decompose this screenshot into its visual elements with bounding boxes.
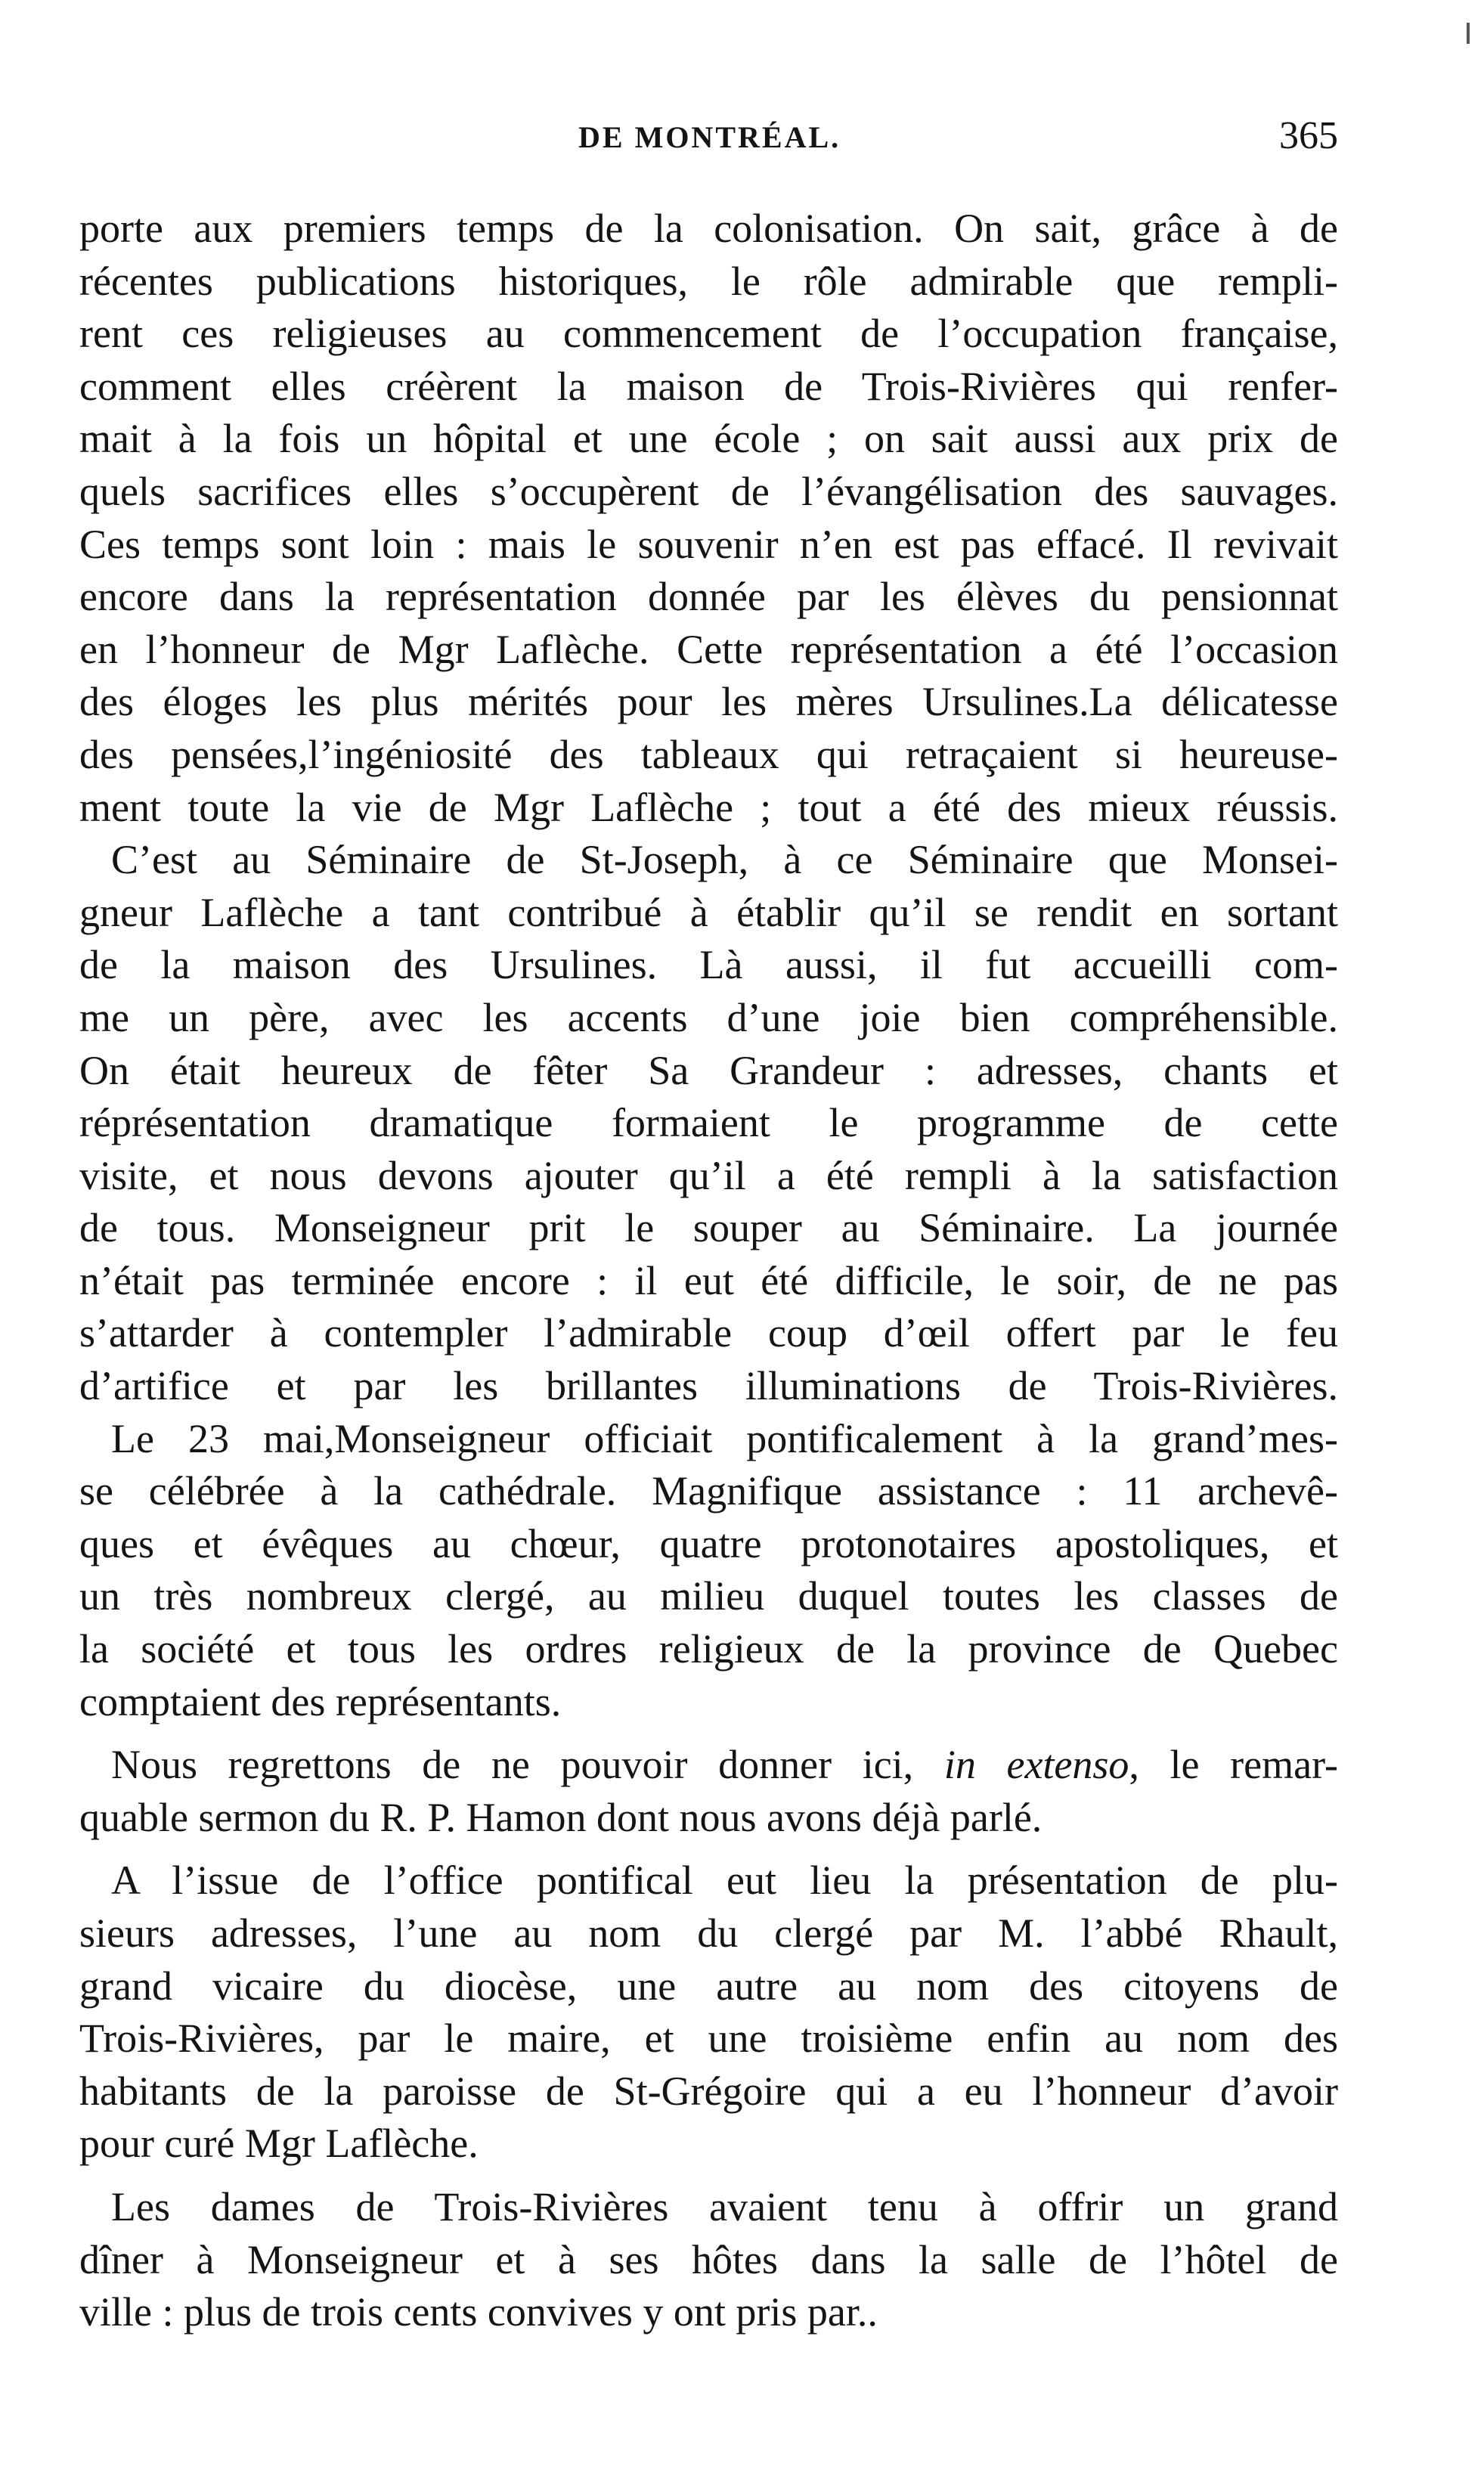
text-line: porte aux premiers temps de la colonisation. On sait, grâce à de xyxy=(79,206,1338,251)
text-line: ment toute la vie de Mgr Laflèche ; tout a été des mieux réussis. xyxy=(79,784,1338,830)
text-line: réprésentation dramatique formaient le programme de cette xyxy=(79,1100,1338,1146)
text-line: ville : plus de trois cents convives y ont pris par.. xyxy=(79,2289,878,2335)
text-line: quable sermon du R. P. Hamon dont nous avons déjà parlé. xyxy=(79,1794,1043,1840)
text-line: récentes publications historiques, le rôle admirable que rempli- xyxy=(79,258,1338,304)
text-line: Trois-Rivières, par le maire, et une troisième enfin au nom des xyxy=(79,2016,1338,2062)
paragraph xyxy=(79,1854,1338,2171)
text-line: A l’issue de l’office pontifical eut lieu la présentation de plu- xyxy=(111,1858,1338,1904)
italic-phrase: in extenso xyxy=(943,1742,1129,1788)
text-line: comment elles créèrent la maison de Trois-Rivières qui renfer- xyxy=(79,363,1338,409)
scan-edge-mark xyxy=(1467,23,1470,44)
text-line: visite, et nous devons ajouter qu’il a été rempli à la satisfaction xyxy=(79,1152,1338,1198)
text-line: sieurs adresses, l’une au nom du clergé par M. l’abbé Rhault, xyxy=(79,1910,1338,1956)
paragraph xyxy=(79,2181,1338,2339)
text-line: rent ces religieuses au commencement de l’occupation française, xyxy=(79,311,1338,357)
text-line: Les dames de Trois-Rivières avaient tenu à offrir un grand xyxy=(111,2183,1338,2229)
paragraph-gap xyxy=(79,1844,1338,1854)
text-line: Ces temps sont loin : mais le souvenir n’en est pas effacé. Il revivait xyxy=(79,521,1338,567)
text-line: en l’honneur de Mgr Laflèche. Cette représentation a été l’occasion xyxy=(79,626,1338,672)
text-line: me un père, avec les accents d’une joie bien compréhensible. xyxy=(79,994,1338,1040)
text-line: se célébrée à la cathédrale. Magnifique assistance : 11 archevê- xyxy=(79,1468,1338,1514)
text-line: un très nombreux clergé, au milieu duquel toutes les classes de xyxy=(79,1573,1338,1619)
paragraph-gap xyxy=(79,2171,1338,2181)
text-line: Nous regrettons de ne pouvoir donner ici, in extenso, le remar- xyxy=(111,1742,1338,1788)
page-number: 365 xyxy=(1279,114,1338,157)
text-line: gneur Laflèche a tant contribué à établir qu’il se rendit en sortant xyxy=(79,889,1338,935)
text-line: quels sacrifices elles s’occupèrent de l’évangélisation des sauvages. xyxy=(79,468,1338,514)
text-line: grand vicaire du diocèse, une autre au nom des citoyens de xyxy=(79,1963,1338,2009)
paragraph xyxy=(79,1739,1338,1844)
body-text xyxy=(79,203,1338,2339)
paragraph xyxy=(79,203,1338,834)
text-line: comptaient des représentants. xyxy=(79,1678,562,1724)
text-line: d’artifice et par les brillantes illuminations de Trois-Rivières. xyxy=(79,1363,1338,1409)
text-line: de tous. Monseigneur prit le souper au Séminaire. La journée xyxy=(79,1205,1338,1251)
paragraph-gap xyxy=(79,1728,1338,1739)
text-line: la société et tous les ordres religieux de la province de Quebec xyxy=(79,1626,1338,1672)
text-line: de la maison des Ursulines. Là aussi, il fut accueilli com- xyxy=(79,942,1338,988)
text-line: des éloges les plus mérités pour les mères Ursulines.La délicatesse xyxy=(79,679,1338,725)
text-line: ques et évêques au chœur, quatre protonotaires apostoliques, et xyxy=(79,1520,1338,1566)
paragraph xyxy=(79,1413,1338,1729)
text-line: Le 23 mai,Monseigneur officiait pontificalement à la grand’mes- xyxy=(111,1415,1338,1461)
running-title: DE MONTRÉAL. xyxy=(578,120,841,154)
text-line: On était heureux de fêter Sa Grandeur : adresses, chants et xyxy=(79,1047,1338,1093)
text-line: C’est au Séminaire de St-Joseph, à ce Séminaire que Monsei- xyxy=(111,837,1338,883)
text-line: pour curé Mgr Laflèche. xyxy=(79,2121,479,2167)
text-line: s’attarder à contempler l’admirable coup d’œil offert par le feu xyxy=(79,1310,1338,1356)
paragraph xyxy=(79,834,1338,1413)
text-line: habitants de la paroisse de St-Grégoire qui a eu l’honneur d’avoir xyxy=(79,2068,1338,2114)
text-line: des pensées,l’ingéniosité des tableaux qui retraçaient si heureuse- xyxy=(79,731,1338,777)
text-line: n’était pas terminée encore : il eut été difficile, le soir, de ne pas xyxy=(79,1257,1338,1303)
text-line: mait à la fois un hôpital et une école ; on sait aussi aux prix de xyxy=(79,416,1338,462)
text-line: dîner à Monseigneur et à ses hôtes dans la salle de l’hôtel de xyxy=(79,2236,1338,2282)
running-head xyxy=(79,113,1338,166)
text-line: encore dans la représentation donnée par les élèves du pensionnat xyxy=(79,574,1338,620)
